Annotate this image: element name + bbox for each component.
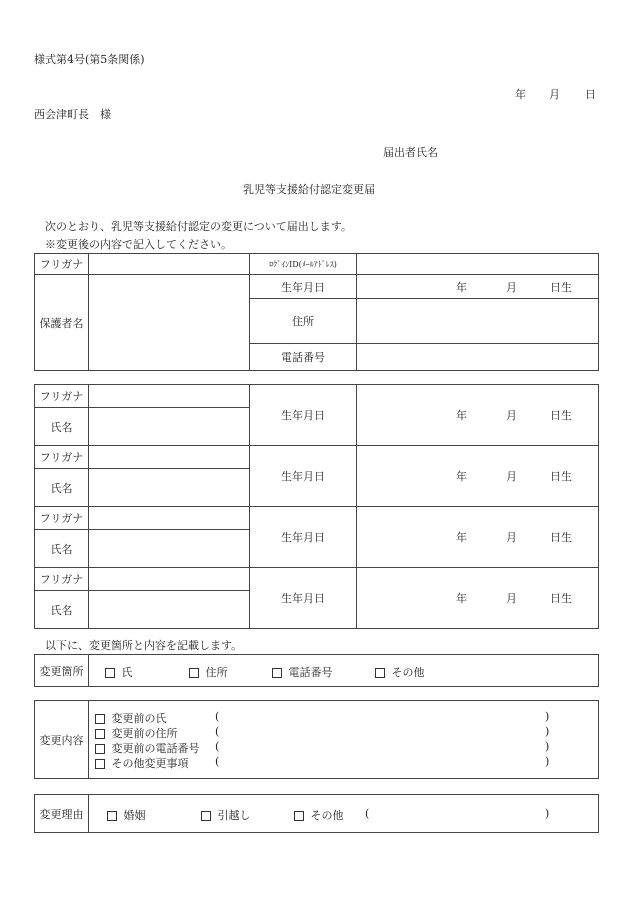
- child-name-field[interactable]: [89, 469, 250, 507]
- reason-marriage[interactable]: [107, 807, 146, 823]
- child-birth-month: 月: [506, 592, 517, 605]
- date-month: 月: [549, 88, 560, 101]
- option-address[interactable]: [189, 664, 228, 680]
- change-content-items: [89, 701, 599, 779]
- change-location-table: [34, 654, 599, 687]
- guardian-name-field[interactable]: [89, 275, 250, 371]
- checkbox-icon[interactable]: [294, 811, 304, 821]
- guardian-phone-label: 電話番号: [250, 344, 357, 371]
- checkbox-icon[interactable]: [189, 668, 199, 678]
- open-paren: (: [215, 740, 220, 753]
- option-label: 住所: [205, 666, 228, 679]
- option-phone[interactable]: [272, 664, 333, 680]
- child-birth-month: 月: [506, 531, 517, 544]
- content-item[interactable]: [95, 725, 595, 739]
- close-paren: ): [545, 740, 550, 753]
- applicant-name-label: 届出者氏名: [383, 146, 438, 159]
- guardian-birth-month: 月: [506, 280, 517, 294]
- open-paren: (: [215, 755, 220, 768]
- change-content-table: [34, 700, 599, 779]
- child-name-field[interactable]: [89, 530, 250, 568]
- child-furigana-label: フリガナ: [35, 446, 89, 469]
- date-day: 日: [585, 88, 596, 101]
- change-intro: 以下に、変更箇所と内容を記載します。: [45, 639, 243, 652]
- close-paren: ): [545, 807, 550, 820]
- child-furigana-label: フリガナ: [35, 507, 89, 530]
- checkbox-icon[interactable]: [95, 759, 105, 769]
- checkbox-icon[interactable]: [375, 668, 385, 678]
- child-name-field[interactable]: [89, 408, 250, 446]
- close-paren: ): [545, 710, 550, 723]
- intro-text: 次のとおり、乳児等支援給付認定の変更について届出します。: [45, 220, 352, 233]
- child-furigana-field[interactable]: [89, 507, 250, 530]
- guardian-birth-year: 年: [456, 280, 467, 294]
- login-id-field[interactable]: [357, 254, 599, 275]
- child-furigana-field[interactable]: [89, 446, 250, 469]
- child-birth-year: 年: [456, 470, 467, 483]
- child-birth-day: 日生: [550, 531, 572, 544]
- reason-label: 婚姻: [123, 809, 146, 822]
- child-birth-field[interactable]: [357, 446, 599, 507]
- change-location-options: [89, 655, 599, 687]
- checkbox-icon[interactable]: [105, 668, 115, 678]
- option-label: 電話番号: [288, 666, 333, 679]
- child-birth-field[interactable]: [357, 568, 599, 629]
- login-id-label: ﾛｸﾞｲﾝID(ﾒｰﾙｱﾄﾞﾚｽ): [250, 254, 357, 275]
- guardian-address-label: 住所: [250, 299, 357, 344]
- option-label: 氏: [121, 666, 133, 679]
- open-paren: (: [215, 725, 220, 738]
- change-location-label: 変更箇所: [35, 655, 89, 687]
- addressee: 西会津町長 様: [34, 108, 111, 121]
- child-furigana-label: フリガナ: [35, 385, 89, 408]
- children-table: [34, 384, 599, 629]
- option-label: その他: [391, 666, 425, 679]
- child-birth-field[interactable]: [357, 385, 599, 446]
- child-name-label: 氏名: [35, 530, 89, 568]
- reason-label: その他: [310, 809, 344, 822]
- content-item-label: 変更前の氏: [111, 712, 167, 725]
- child-birth-year: 年: [456, 531, 467, 544]
- guardian-furigana-label: フリガナ: [35, 254, 89, 275]
- guardian-address-field[interactable]: [357, 299, 599, 344]
- child-furigana-label: フリガナ: [35, 568, 89, 591]
- page-title: 乳児等支援給付認定変更届: [243, 183, 375, 196]
- child-birth-year: 年: [456, 592, 467, 605]
- checkbox-icon[interactable]: [201, 811, 211, 821]
- checkbox-icon[interactable]: [95, 729, 105, 739]
- change-reason-options: [89, 795, 599, 833]
- content-item-label: その他変更事項: [111, 757, 189, 770]
- child-birth-year: 年: [456, 409, 467, 422]
- child-name-field[interactable]: [89, 591, 250, 629]
- child-birth-day: 日生: [550, 409, 572, 422]
- child-birth-label: 生年月日: [250, 507, 357, 568]
- guardian-birth-label: 生年月日: [250, 275, 357, 299]
- open-paren: (: [365, 807, 370, 820]
- guardian-table: [34, 253, 599, 371]
- guardian-phone-field[interactable]: [357, 344, 599, 371]
- child-birth-label: 生年月日: [250, 446, 357, 507]
- reason-moving[interactable]: [201, 807, 251, 823]
- close-paren: ): [545, 725, 550, 738]
- form-number: 様式第4号(第5条関係): [34, 53, 145, 66]
- guardian-birth-day: 日生: [550, 280, 572, 294]
- child-birth-month: 月: [506, 470, 517, 483]
- option-surname[interactable]: [105, 664, 133, 680]
- child-name-label: 氏名: [35, 591, 89, 629]
- checkbox-icon[interactable]: [272, 668, 282, 678]
- child-name-label: 氏名: [35, 408, 89, 446]
- note-text: ※変更後の内容で記入してください。: [45, 238, 232, 251]
- change-content-label: 変更内容: [35, 701, 89, 779]
- date-year: 年: [515, 88, 526, 101]
- checkbox-icon[interactable]: [107, 811, 117, 821]
- child-furigana-field[interactable]: [89, 568, 250, 591]
- content-item-label: 変更前の住所: [111, 727, 178, 740]
- child-birth-day: 日生: [550, 470, 572, 483]
- guardian-birth-field[interactable]: [357, 275, 599, 299]
- child-birth-field[interactable]: [357, 507, 599, 568]
- child-birth-label: 生年月日: [250, 568, 357, 629]
- checkbox-icon[interactable]: [95, 744, 105, 754]
- reason-label: 引越し: [217, 809, 251, 822]
- guardian-name-label: 保護者名: [35, 275, 89, 371]
- guardian-furigana-field[interactable]: [89, 254, 250, 275]
- content-item[interactable]: [95, 710, 595, 724]
- child-furigana-field[interactable]: [89, 385, 250, 408]
- close-paren: ): [545, 755, 550, 768]
- child-birth-day: 日生: [550, 592, 572, 605]
- content-item-label: 変更前の電話番号: [111, 742, 200, 755]
- option-other[interactable]: [375, 664, 425, 680]
- reason-other[interactable]: [294, 807, 344, 823]
- child-name-label: 氏名: [35, 469, 89, 507]
- child-birth-label: 生年月日: [250, 385, 357, 446]
- change-reason-table: [34, 794, 599, 833]
- checkbox-icon[interactable]: [95, 714, 105, 724]
- change-reason-label: 変更理由: [35, 795, 89, 833]
- open-paren: (: [215, 710, 220, 723]
- child-birth-month: 月: [506, 409, 517, 422]
- content-item[interactable]: [95, 755, 595, 769]
- content-item[interactable]: [95, 740, 595, 754]
